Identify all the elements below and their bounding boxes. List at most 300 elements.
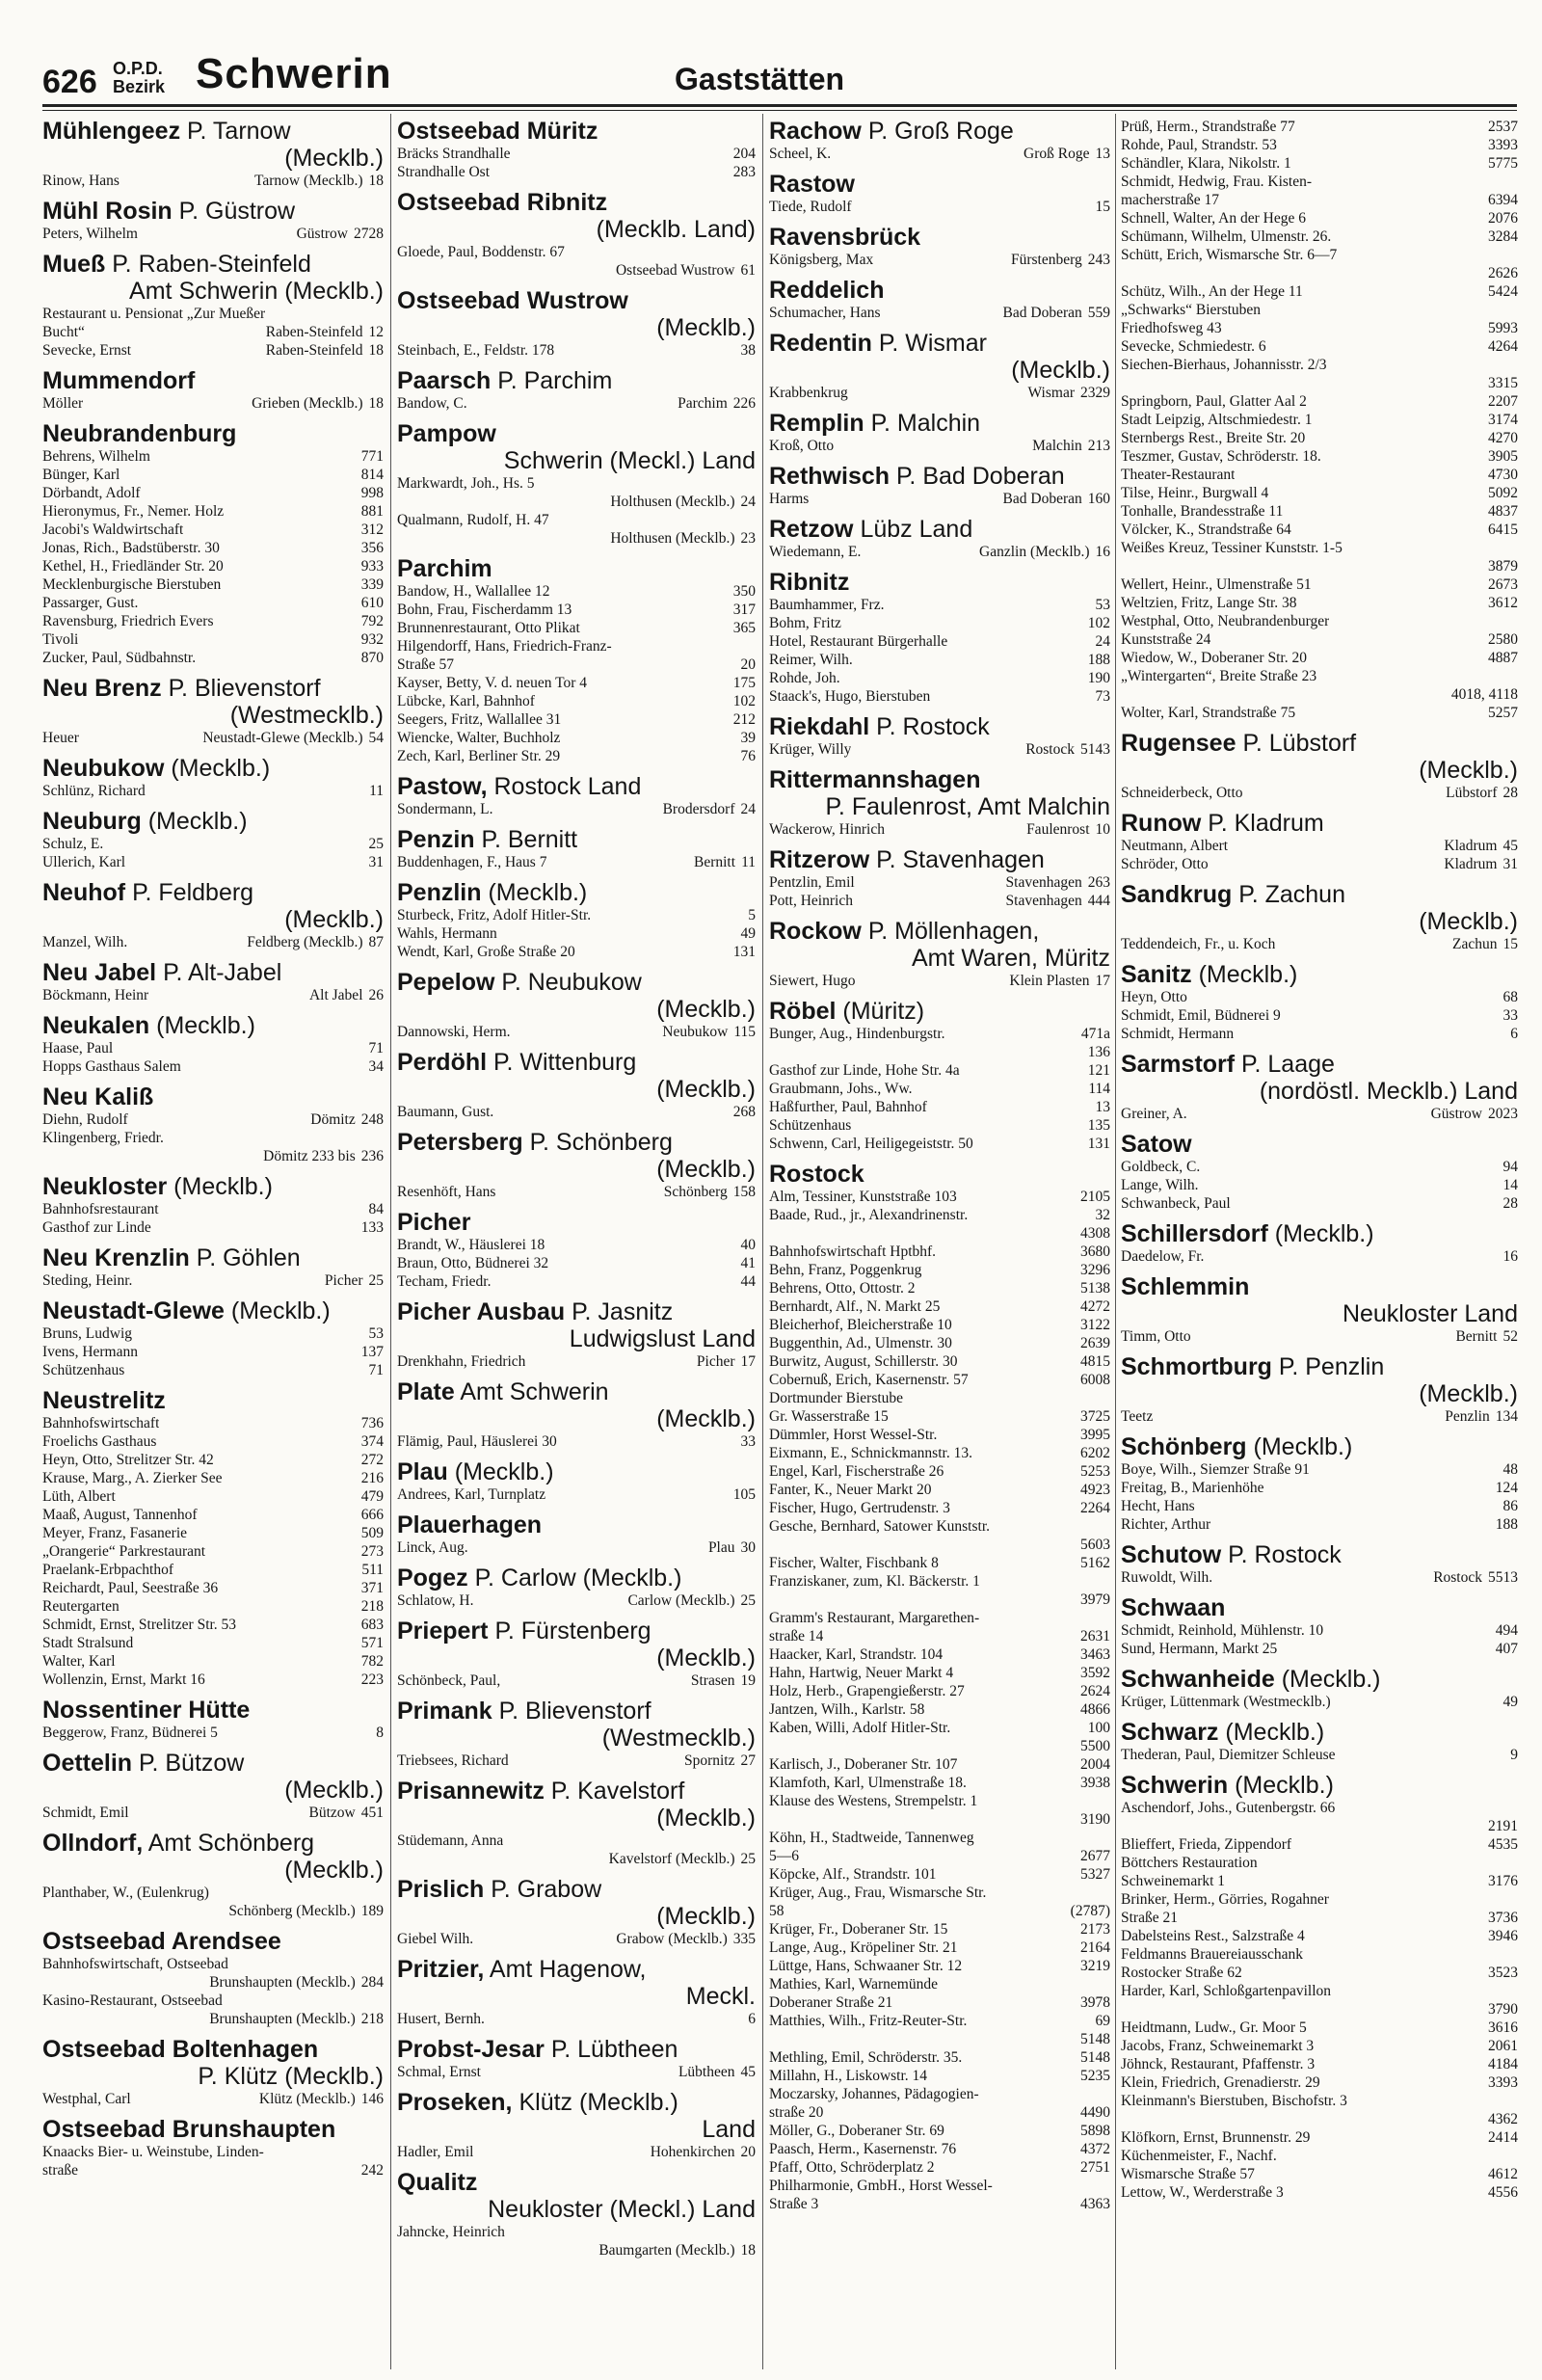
entry-phone: 814 <box>360 467 384 483</box>
list-item <box>769 1389 1110 1407</box>
entry-name: Dörbandt, Adolf <box>42 485 141 501</box>
list-item <box>397 529 756 548</box>
place-subheading: (Mecklb.) <box>1011 357 1110 384</box>
entry-name: Wollenzin, Ernst, Markt 16 <box>42 1671 205 1688</box>
entry-phone: 188 <box>1087 652 1110 668</box>
entry-location: Grieben (Mecklb.) <box>252 395 363 412</box>
entry-name: Rohde, Joh. <box>769 670 840 686</box>
entry-phone: 17 <box>740 1353 756 1370</box>
entry-phone: 3879 <box>1488 558 1518 575</box>
list-item <box>769 1810 1110 1829</box>
list-item <box>769 2048 1110 2067</box>
list-item <box>1121 837 1518 855</box>
list-item <box>769 1755 1110 1774</box>
entry-location: Brunshaupten (Mecklb.) <box>209 1974 356 1991</box>
entry-location: Bad Doberan <box>1002 305 1082 321</box>
place-subheading: Neukloster Land <box>1342 1300 1518 1327</box>
list-item <box>769 1426 1110 1444</box>
list-item <box>1121 1497 1518 1515</box>
list-item <box>42 1597 384 1616</box>
entry-location <box>1312 575 1488 594</box>
list-item <box>1121 227 1518 246</box>
entry-name: Baade, Rud., jr., Alexandrinenstr. <box>769 1207 969 1223</box>
entry-name: Seegers, Fritz, Wallallee 31 <box>397 711 562 728</box>
list-item <box>769 1902 1110 1920</box>
list-item <box>769 1737 1110 1755</box>
list-item <box>1121 374 1518 392</box>
place-subheading: (Mecklb.) <box>656 1156 756 1183</box>
entry-name: Beggerow, Franz, Büdnerei 5 <box>42 1725 218 1741</box>
entry-location <box>560 747 740 765</box>
entry-name: Rohde, Paul, Strandstr. 53 <box>1121 137 1277 153</box>
entry-name: Linck, Aug. <box>397 1539 468 1556</box>
entry-phone: 73 <box>1095 688 1110 705</box>
entry-name: Scheel, K. <box>769 146 832 162</box>
entry-name: Schümann, Wilhelm, Ulmenstr. 26. <box>1121 228 1332 245</box>
place-block <box>769 766 1110 839</box>
place-name: Neustrelitz <box>42 1387 166 1414</box>
entry-location <box>969 1371 1080 1389</box>
entry-name: Lettow, W., Werderstraße 3 <box>1121 2184 1284 2201</box>
place-block <box>1121 1273 1518 1346</box>
list-item <box>42 1361 384 1379</box>
entry-location <box>823 1627 1080 1645</box>
place-name: Picher <box>397 1209 471 1236</box>
list-item <box>1121 2073 1518 2092</box>
list-item <box>42 2143 384 2161</box>
list-item <box>42 1110 384 1129</box>
list-item <box>397 1671 756 1690</box>
entry-location <box>561 710 733 729</box>
place-block <box>1121 118 1518 722</box>
entry-phone: 5148 <box>1080 2049 1110 2066</box>
list-item <box>769 304 1110 322</box>
entry-name: Ullerich, Karl <box>42 854 126 870</box>
list-item <box>42 1414 384 1432</box>
list-item <box>1121 557 1518 575</box>
entry-phone: 3463 <box>1080 1646 1110 1663</box>
post-office: P. Raben-Steinfeld <box>112 251 311 278</box>
entry-phone: 11 <box>741 854 756 870</box>
entry-name: Aschendorf, Johs., Gutenbergstr. 66 <box>1121 1800 1336 1816</box>
list-item <box>1121 630 1518 649</box>
place-subheading: (Mecklb.) <box>1419 757 1518 784</box>
place-name: Penzin <box>397 826 475 853</box>
list-item <box>42 1973 384 1992</box>
place-name: Perdöhl <box>397 1049 488 1076</box>
entry-phone: 44 <box>740 1273 756 1290</box>
list-item <box>1121 1194 1518 1213</box>
list-item <box>769 1135 1110 1153</box>
list-item <box>769 1939 1110 1957</box>
list-item <box>769 1371 1110 1389</box>
entry-phone: 6 <box>748 2011 756 2027</box>
entry-name: Schmidt, Emil, Büdnerei 9 <box>1121 1007 1281 1024</box>
list-item <box>1121 136 1518 154</box>
post-office: (Mecklb.) <box>1274 1220 1374 1247</box>
place-block <box>397 1378 756 1451</box>
place-heading <box>397 1956 756 2010</box>
entry-phone: 45 <box>740 2064 756 2080</box>
entry-location <box>903 1389 1110 1407</box>
entry-location <box>957 1939 1080 1957</box>
list-item <box>397 1023 756 1041</box>
place-subheading: Amt Schwerin (Mecklb.) <box>129 278 384 305</box>
entry-location <box>818 2195 1080 2213</box>
entry-phone: 2076 <box>1488 210 1518 227</box>
list-item <box>769 1116 1110 1135</box>
entry-phone: 115 <box>733 1024 756 1040</box>
list-item <box>397 2241 756 2260</box>
entry-location <box>1121 685 1451 704</box>
entry-phone: 32 <box>1095 1207 1110 1223</box>
place-heading <box>397 189 756 243</box>
entry-location <box>913 1080 1089 1098</box>
place-name: Mueß <box>42 251 106 278</box>
list-item <box>42 1487 384 1506</box>
entry-location <box>209 1884 384 1902</box>
entry-location <box>554 341 740 360</box>
place-heading <box>397 1698 756 1752</box>
entry-phone: 86 <box>1502 1498 1518 1514</box>
entry-phone: 23 <box>740 530 756 547</box>
place-heading <box>42 1012 384 1039</box>
entry-name: Tonhalle, Brandesstraße 11 <box>1121 503 1284 520</box>
list-item <box>1121 1693 1518 1711</box>
entry-location <box>990 1517 1110 1536</box>
place-block <box>1121 1433 1518 1534</box>
entry-location <box>1323 1621 1496 1640</box>
place-name: Neukalen <box>42 1012 150 1039</box>
entry-name: Lange, Wilh. <box>1121 1177 1199 1193</box>
entry-phone: 18 <box>368 342 384 359</box>
place-name: Pogez <box>397 1564 468 1591</box>
list-item <box>42 1524 384 1542</box>
list-item <box>397 341 756 360</box>
list-item <box>42 1804 384 1822</box>
list-item <box>769 1206 1110 1224</box>
entry-name: Harder, Karl, Schloßgartenpavillon <box>1121 1983 1332 1999</box>
entry-location <box>1307 392 1488 411</box>
place-block <box>42 808 384 871</box>
entry-name: Kaben, Willi, Adolf Hitler-Str. <box>769 1720 951 1736</box>
place-subheading: Neukloster (Meckl.) Land <box>488 2196 756 2223</box>
place-heading <box>769 224 1110 251</box>
entry-phone: 4887 <box>1488 650 1518 666</box>
place-name: Rittermannshagen <box>769 766 981 793</box>
list-item <box>1121 1515 1518 1534</box>
entry-name: Bahnhofsrestaurant <box>42 1201 159 1217</box>
list-item <box>1121 1835 1518 1854</box>
entry-location <box>198 1506 361 1524</box>
entry-phone: 18 <box>368 395 384 412</box>
entry-name: Stadt Stralsund <box>42 1635 134 1651</box>
list-item <box>769 1279 1110 1297</box>
post-office: P. Fürstenberg <box>494 1618 651 1645</box>
entry-location <box>228 1955 384 1973</box>
place-heading <box>397 773 756 800</box>
entry-name: Jonas, Rich., Badstüberstr. 30 <box>42 540 220 556</box>
entry-phone: 3122 <box>1080 1317 1110 1333</box>
place-name: Röbel <box>769 998 837 1025</box>
list-item <box>42 557 384 575</box>
list-item <box>1121 1479 1518 1497</box>
entry-phone: 3174 <box>1488 412 1518 428</box>
entry-name: Krüger, Willy <box>769 741 852 758</box>
entry-phone: 3612 <box>1488 595 1518 611</box>
entry-name: Harms <box>769 491 810 507</box>
post-office: Rostock Land <box>493 773 642 800</box>
entry-phone: 5092 <box>1488 485 1518 501</box>
entry-location <box>124 1361 368 1379</box>
entry-location <box>150 447 361 466</box>
post-office: P. Stavenhagen <box>876 846 1045 873</box>
entry-phone: 8 <box>376 1725 384 1741</box>
list-item <box>1121 704 1518 722</box>
entry-phone: 242 <box>360 2162 384 2179</box>
entry-phone: 3315 <box>1488 375 1518 391</box>
entry-phone: 5143 <box>1080 741 1110 758</box>
place-name: Mummendorf <box>42 367 196 394</box>
list-item <box>1121 2110 1518 2128</box>
entry-phone: 4272 <box>1080 1298 1110 1315</box>
entry-phone: 61 <box>740 262 756 279</box>
place-name: Schwerin <box>1121 1772 1229 1799</box>
list-item <box>42 2010 384 2028</box>
entry-phone: 374 <box>360 1433 384 1450</box>
list-item <box>42 1579 384 1597</box>
entry-name: Springborn, Paul, Glatter Aal 2 <box>1121 393 1307 410</box>
entry-phone: 10 <box>1095 821 1110 838</box>
list-item <box>1121 282 1518 301</box>
post-office: P. Kavelstorf <box>550 1778 685 1805</box>
place-block <box>1121 1131 1518 1213</box>
place-heading <box>1121 810 1518 837</box>
entry-name: Maaß, August, Tannenhof <box>42 1507 198 1523</box>
entry-phone: 3219 <box>1080 1958 1110 1974</box>
entry-name: Sondermann, L. <box>397 801 493 817</box>
list-item <box>42 1561 384 1579</box>
entry-phone: 273 <box>360 1543 384 1560</box>
place-block <box>42 675 384 747</box>
entry-location: Stavenhagen <box>1005 893 1082 909</box>
post-office: P. Malchin <box>870 410 981 437</box>
column-4 <box>1121 118 1518 2373</box>
entry-location <box>1316 667 1518 685</box>
entry-name: Weißes Kreuz, Tessiner Kunststr. 1-5 <box>1121 540 1343 556</box>
place-heading <box>397 1618 756 1671</box>
list-item <box>42 1884 384 1902</box>
place-heading <box>1121 1353 1518 1407</box>
entry-name: Ruwoldt, Wilh. <box>1121 1569 1213 1586</box>
list-item <box>42 2090 384 2108</box>
entry-phone: 53 <box>368 1325 384 1342</box>
entry-location: Fürstenberg <box>1010 252 1082 268</box>
entry-location <box>1121 374 1488 392</box>
post-office: (Mecklb.) <box>1253 1433 1353 1460</box>
place-name: Neustadt-Glewe <box>42 1297 225 1324</box>
entry-name: Schändler, Klara, Nikolstr. 1 <box>1121 155 1291 172</box>
place-heading <box>397 1564 756 1591</box>
entry-phone: 9 <box>1510 1747 1518 1763</box>
entry-location: Schönberg (Mecklb.) <box>228 1903 356 1919</box>
list-item <box>769 1499 1110 1517</box>
entry-location <box>1295 118 1488 136</box>
place-heading <box>769 713 1110 740</box>
entry-location <box>916 1279 1080 1297</box>
entry-name: Steinbach, E., Feldstr. 178 <box>397 342 555 359</box>
entry-location <box>1347 2092 1518 2110</box>
entry-name: Franziskaner, zum, Kl. Bäckerstr. 1 <box>769 1573 980 1590</box>
entry-phone: 28 <box>1502 1195 1518 1212</box>
place-name: Rastow <box>769 171 855 198</box>
list-item <box>769 1554 1110 1572</box>
entry-phone: 20 <box>740 656 756 673</box>
list-item <box>1121 1158 1518 1176</box>
entry-location <box>1291 1835 1488 1854</box>
list-item <box>42 1902 384 1920</box>
entry-phone: 2626 <box>1488 265 1518 281</box>
entry-name: Straße 3 <box>769 2196 819 2212</box>
entry-location: Klein Plasten <box>1009 973 1090 989</box>
entry-phone: 2173 <box>1080 1921 1110 1938</box>
place-block <box>1121 961 1518 1043</box>
place-block <box>42 118 384 190</box>
place-block <box>397 287 756 360</box>
entry-name: Prüß, Herm., Strandstraße 77 <box>1121 119 1295 135</box>
entry-name: „Orangerie“ Parkrestaurant <box>42 1543 206 1560</box>
entry-location <box>205 1671 361 1689</box>
entry-location <box>967 1774 1080 1792</box>
entry-phone: 5603 <box>1080 1537 1110 1553</box>
entry-phone: 218 <box>360 2011 384 2027</box>
place-name: Plau <box>397 1458 448 1485</box>
list-item <box>1121 502 1518 521</box>
entry-phone: 53 <box>1095 597 1110 613</box>
entry-name: Theater-Restaurant <box>1121 467 1236 483</box>
list-item <box>397 1352 756 1371</box>
entry-location <box>1331 227 1488 246</box>
place-heading <box>42 118 384 172</box>
place-heading <box>1121 1541 1518 1568</box>
place-name: Neu Kaliß <box>42 1083 154 1110</box>
list-item <box>769 145 1110 163</box>
entry-name: Matthies, Wilh., Fritz-Reuter-Str. <box>769 2013 968 2029</box>
entry-location <box>1331 1693 1503 1711</box>
entry-location <box>1337 246 1518 264</box>
place-heading <box>769 410 1110 437</box>
place-name: Nossentiner Hütte <box>42 1697 251 1724</box>
place-subheading: Ludwigslust Land <box>569 1325 756 1352</box>
place-heading <box>1121 1220 1518 1247</box>
entry-name: Westphal, Carl <box>42 2091 131 2107</box>
entry-location: Feldberg (Mecklb.) <box>247 934 363 950</box>
list-item <box>1121 1964 1518 1982</box>
place-heading <box>769 998 1110 1025</box>
entry-location <box>769 1810 1080 1829</box>
place-heading <box>1121 1051 1518 1105</box>
entry-phone: 131 <box>1087 1136 1110 1152</box>
entry-location <box>187 1524 361 1542</box>
entry-location <box>549 511 756 529</box>
list-item <box>397 943 756 961</box>
entry-name: Gasthof zur Linde, Hohe Str. 4a <box>769 1062 960 1079</box>
place-block <box>397 189 756 280</box>
place-heading <box>397 2036 756 2063</box>
list-item <box>1121 1945 1518 1964</box>
place-block <box>769 998 1110 1153</box>
entry-location <box>196 649 361 667</box>
entry-phone: 272 <box>360 1452 384 1468</box>
entry-location <box>181 1057 369 1076</box>
entry-location <box>769 1043 1088 1061</box>
list-item <box>1121 539 1518 557</box>
list-item <box>769 2067 1110 2085</box>
place-block <box>769 516 1110 561</box>
entry-name: Ravensburg, Friedrich Evers <box>42 613 214 629</box>
entry-phone: 39 <box>740 730 756 746</box>
list-item <box>1121 2000 1518 2019</box>
list-item <box>769 1444 1110 1462</box>
entry-location <box>485 2010 748 2028</box>
entry-name: Brinker, Herm., Görries, Rogahner <box>1121 1891 1329 1908</box>
entry-phone: 509 <box>360 1525 384 1541</box>
place-block <box>397 969 756 1041</box>
entry-phone: 365 <box>732 620 756 636</box>
place-heading <box>397 1209 756 1236</box>
entry-phone: 41 <box>740 1255 756 1271</box>
list-item <box>42 630 384 649</box>
place-heading <box>769 171 1110 198</box>
entry-name: Straße 57 <box>397 656 454 673</box>
place-block <box>769 224 1110 269</box>
entry-name: Gloede, Paul, Boddenstr. 67 <box>397 244 565 260</box>
entry-name: Pfaff, Otto, Schröderplatz 2 <box>769 2159 935 2176</box>
entry-name: Steding, Heinr. <box>42 1272 133 1289</box>
entry-name: Doberaner Straße 21 <box>769 1994 893 2011</box>
place-block <box>1121 730 1518 802</box>
post-office: P. Laage <box>1241 1051 1335 1078</box>
entry-location <box>1255 2165 1488 2183</box>
list-item <box>42 835 384 853</box>
list-item <box>397 1832 756 1850</box>
post-office: Amt Hagenow, <box>489 1956 647 1983</box>
entry-location <box>1314 2037 1488 2055</box>
list-item <box>42 986 384 1004</box>
section-title: Gaststätten <box>675 62 845 96</box>
place-name: Ritzerow <box>769 846 870 873</box>
entry-name: Cobernuß, Erich, Kasernenstr. 57 <box>769 1372 969 1388</box>
entry-phone: 137 <box>360 1344 384 1360</box>
entry-location <box>1305 1927 1488 1945</box>
place-name: Pampow <box>397 420 496 447</box>
place-name: Ostseebad Boltenhagen <box>42 2036 319 2063</box>
list-item <box>769 1591 1110 1609</box>
entry-phone: 133 <box>360 1219 384 1236</box>
list-item <box>1121 2019 1518 2037</box>
place-heading <box>42 1297 384 1324</box>
entry-phone: 11 <box>369 783 384 799</box>
list-item <box>1121 1568 1518 1587</box>
place-heading <box>42 879 384 933</box>
place-block <box>42 2116 384 2179</box>
entry-location <box>962 1957 1080 1975</box>
entry-location: Lübtheen <box>678 2064 735 2080</box>
place-block <box>397 1298 756 1371</box>
entry-location <box>265 305 384 323</box>
entry-location: Dömitz <box>310 1111 356 1128</box>
entry-location <box>1210 630 1488 649</box>
